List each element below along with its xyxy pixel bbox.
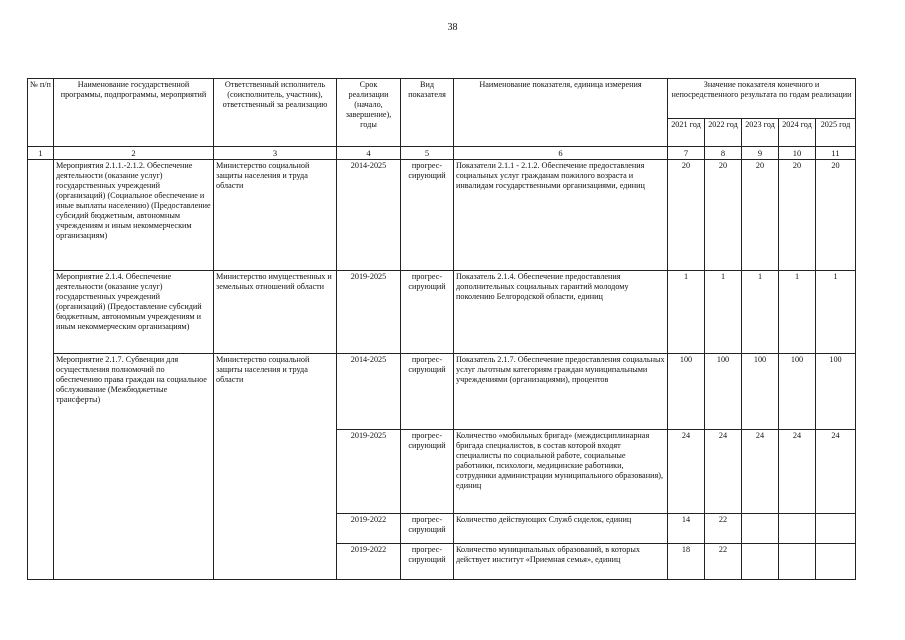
indicator-type: прогрес-сирующий [401, 160, 454, 271]
responsible-executor: Министерство социальной защиты населения и труда области [214, 160, 337, 271]
value-2024: 20 [779, 160, 816, 271]
value-2023 [742, 514, 779, 544]
responsible-executor: Министерство социальной защиты населения и труда области [214, 354, 337, 580]
column-number-row [28, 147, 856, 160]
indicator-type: прогрес-сирующий [401, 271, 454, 354]
value-2024: 24 [779, 430, 816, 514]
value-2025: 1 [816, 271, 856, 354]
value-2024 [779, 544, 816, 580]
column-number: 10 [779, 147, 816, 160]
value-2023: 100 [742, 354, 779, 430]
value-2023: 20 [742, 160, 779, 271]
value-2021: 14 [668, 514, 705, 544]
value-2022: 100 [705, 354, 742, 430]
column-number: 4 [337, 147, 401, 160]
activity-name: Мероприятие 2.1.7. Субвенции для осуществления полномочий по обеспечению права граждан на социальное обслуживание (Межбюджетные трансферты) [54, 354, 214, 580]
value-2022: 24 [705, 430, 742, 514]
column-number: 5 [401, 147, 454, 160]
value-2021: 1 [668, 271, 705, 354]
header-responsible: Ответственный исполнитель (соисполнитель, участник), ответственный за реализацию [214, 79, 337, 147]
table-row [28, 160, 856, 271]
indicator-type: прогрес-сирующий [401, 514, 454, 544]
value-2022: 1 [705, 271, 742, 354]
header-year: 2023 год [742, 119, 779, 147]
indicator-type: прогрес-сирующий [401, 430, 454, 514]
column-number: 7 [668, 147, 705, 160]
header-year: 2025 год [816, 119, 856, 147]
indicators-table [27, 78, 856, 580]
implementation-term: 2019-2025 [337, 271, 401, 354]
table-row [28, 271, 856, 354]
header-year: 2022 год [705, 119, 742, 147]
header-type: Вид показателя [401, 79, 454, 147]
page-number: 38 [447, 22, 458, 33]
column-number: 8 [705, 147, 742, 160]
implementation-term: 2019-2022 [337, 544, 401, 580]
value-2022: 22 [705, 514, 742, 544]
value-2024 [779, 514, 816, 544]
header-values: Значение показателя конечного и непосредственного результата по годам реализации [668, 79, 856, 119]
header-indicator: Наименование показателя, единица измерения [454, 79, 668, 147]
value-2023 [742, 544, 779, 580]
responsible-executor: Министерство имущественных и земельных отношений области [214, 271, 337, 354]
value-2021: 24 [668, 430, 705, 514]
indicator-type: прогрес-сирующий [401, 544, 454, 580]
indicator-name: Количество муниципальных образований, в которых действует институт «Приемная семья», единиц [454, 544, 668, 580]
value-2023: 1 [742, 271, 779, 354]
value-2021: 20 [668, 160, 705, 271]
indicator-name: Показатели 2.1.1 - 2.1.2. Обеспечение предоставления социальных услуг гражданам пожилого возраста и инвалидам государственными организациями, единиц [454, 160, 668, 271]
value-2025: 20 [816, 160, 856, 271]
value-2022: 22 [705, 544, 742, 580]
column-number: 11 [816, 147, 856, 160]
value-2023: 24 [742, 430, 779, 514]
activity-name: Мероприятия 2.1.1.-2.1.2. Обеспечение деятельности (оказание услуг) государственных учреждений (организаций) (Социальное обеспечение и иные выплаты населению) (Предоставление субсидий бюджетным, автономным учреждениям и иным некоммерческим организациям) [54, 160, 214, 271]
value-2025: 24 [816, 430, 856, 514]
indicator-name: Количество действующих Служб сиделок, единиц [454, 514, 668, 544]
value-2024: 100 [779, 354, 816, 430]
value-2025 [816, 514, 856, 544]
header-name: Наименование государственной программы, подпрограммы, мероприятий [54, 79, 214, 147]
implementation-term: 2019-2022 [337, 514, 401, 544]
activity-name: Мероприятие 2.1.4. Обеспечение деятельности (оказание услуг) государственных учреждений (организаций) (Предоставление субсидий бюджетным, автономным учреждениям и иным некоммерческим организациям) [54, 271, 214, 354]
header-year: 2024 год [779, 119, 816, 147]
header-num: № п/п [28, 79, 54, 147]
header-year: 2021 год [668, 119, 705, 147]
header-term: Срок реализации (начало, завершение), годы [337, 79, 401, 147]
table-row [28, 354, 856, 430]
implementation-term: 2014-2025 [337, 160, 401, 271]
value-2024: 1 [779, 271, 816, 354]
value-2025: 100 [816, 354, 856, 430]
indicator-name: Количество «мобильных бригад» (междисциплинарная бригада специалистов, в состав которой входят специалисты по социальной работе, социальные работники, психологи, медицинские работники, сотрудники администрации муниципального образования), единиц [454, 430, 668, 514]
indicator-name: Показатель 2.1.7. Обеспечение предоставления социальных услуг льготным категориям граждан муниципальными учреждениями (организациями), процентов [454, 354, 668, 430]
column-number: 6 [454, 147, 668, 160]
implementation-term: 2019-2025 [337, 430, 401, 514]
row-number-cell [28, 160, 54, 580]
column-number: 3 [214, 147, 337, 160]
value-2025 [816, 544, 856, 580]
implementation-term: 2014-2025 [337, 354, 401, 430]
column-number: 1 [28, 147, 54, 160]
column-number: 9 [742, 147, 779, 160]
value-2022: 20 [705, 160, 742, 271]
value-2021: 18 [668, 544, 705, 580]
indicator-name: Показатель 2.1.4. Обеспечение предоставления дополнительных социальных гарантий молодому поколению Белгородской области, единиц [454, 271, 668, 354]
indicator-type: прогрес-сирующий [401, 354, 454, 430]
column-number: 2 [54, 147, 214, 160]
value-2021: 100 [668, 354, 705, 430]
